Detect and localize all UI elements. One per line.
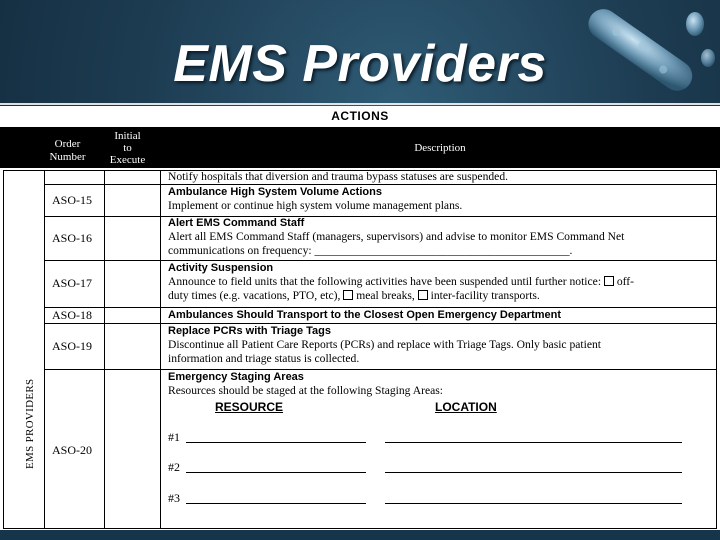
grid-line — [160, 170, 161, 528]
row-heading: Ambulances Should Transport to the Closest Open Emergency Department — [168, 309, 562, 321]
column-location: LOCATION — [435, 400, 497, 414]
row-heading: Replace PCRs with Triage Tags — [168, 325, 332, 337]
column-header-row — [0, 128, 720, 168]
order-number: ASO-18 — [52, 308, 93, 322]
staging-slot-label: #3 — [168, 491, 180, 505]
slide-title: EMS Providers — [173, 35, 547, 93]
row-text: Resources should be staged at the following Staging Areas: — [168, 384, 443, 397]
order-number: ASO-17 — [52, 276, 93, 290]
row-heading: Ambulance High System Volume Actions — [168, 186, 382, 198]
row-heading: Activity Suspension — [168, 262, 274, 274]
row-description — [168, 370, 713, 398]
location-blank-1[interactable] — [385, 442, 682, 443]
column-header-order-text: Order Number — [49, 138, 86, 163]
location-blank-3[interactable] — [385, 503, 682, 504]
grid-line — [104, 170, 105, 528]
side-label: EMS PROVIDERS — [24, 378, 36, 469]
bottom-strip — [0, 530, 720, 540]
resource-blank-2[interactable] — [186, 472, 366, 473]
grid-line — [44, 170, 45, 528]
resource-blank-1[interactable] — [186, 442, 366, 443]
row-description — [168, 261, 713, 303]
row-description — [168, 216, 713, 258]
checkbox-meal-breaks[interactable] — [343, 290, 353, 300]
location-blank-2[interactable] — [385, 472, 682, 473]
column-header-description: Description — [414, 142, 466, 154]
grid-line — [716, 170, 717, 528]
order-number: ASO-20 — [52, 443, 93, 457]
row-text: Discontinue all Patient Care Reports (PCRs) and replace with Triage Tags. Only basic patient — [168, 338, 602, 351]
checkbox-inter-facility[interactable] — [418, 290, 428, 300]
staging-slot-label: #1 — [168, 430, 180, 444]
row-text: Announce to field units that the following activities have been suspended until further notice: — [168, 275, 602, 288]
column-resource: RESOURCE — [215, 400, 284, 414]
column-header-order — [30, 138, 105, 164]
checkbox-off-duty[interactable] — [604, 276, 614, 286]
staging-slot-label: #2 — [168, 460, 180, 474]
row-description — [168, 170, 713, 184]
grid-line — [3, 528, 717, 529]
row-description — [168, 308, 713, 322]
row-heading: Emergency Staging Areas — [168, 371, 304, 383]
actions-table — [0, 168, 720, 530]
row-text: inter-facility transports. — [430, 289, 540, 302]
column-header-initial-text: Initial to Execute — [109, 130, 146, 166]
section-title: ACTIONS — [0, 106, 720, 128]
divider — [0, 103, 720, 105]
grid-line — [3, 170, 4, 528]
row-heading: Alert EMS Command Staff — [168, 217, 305, 229]
order-number: ASO-15 — [52, 193, 93, 207]
row-text: Notify hospitals that diversion and trauma bypass statuses are suspended. — [168, 170, 509, 183]
row-text: information and triage status is collected. — [168, 352, 360, 365]
order-number: ASO-16 — [52, 231, 93, 245]
row-description — [168, 185, 713, 213]
row-text: Implement or continue high system volume management plans. — [168, 199, 463, 212]
row-description — [168, 324, 713, 366]
row-text: off- — [616, 275, 635, 288]
row-text: meal breaks, — [356, 289, 415, 302]
resource-blank-3[interactable] — [186, 503, 366, 504]
order-number: ASO-19 — [52, 339, 93, 353]
column-header-initial — [105, 130, 150, 166]
row-text: Alert all EMS Command Staff (managers, supervisors) and advise to monitor EMS Command Net — [168, 230, 625, 243]
row-text: communications on frequency: ____________________________________________. — [168, 244, 573, 257]
row-text: duty times (e.g. vacations, PTO, etc), — [168, 289, 341, 302]
